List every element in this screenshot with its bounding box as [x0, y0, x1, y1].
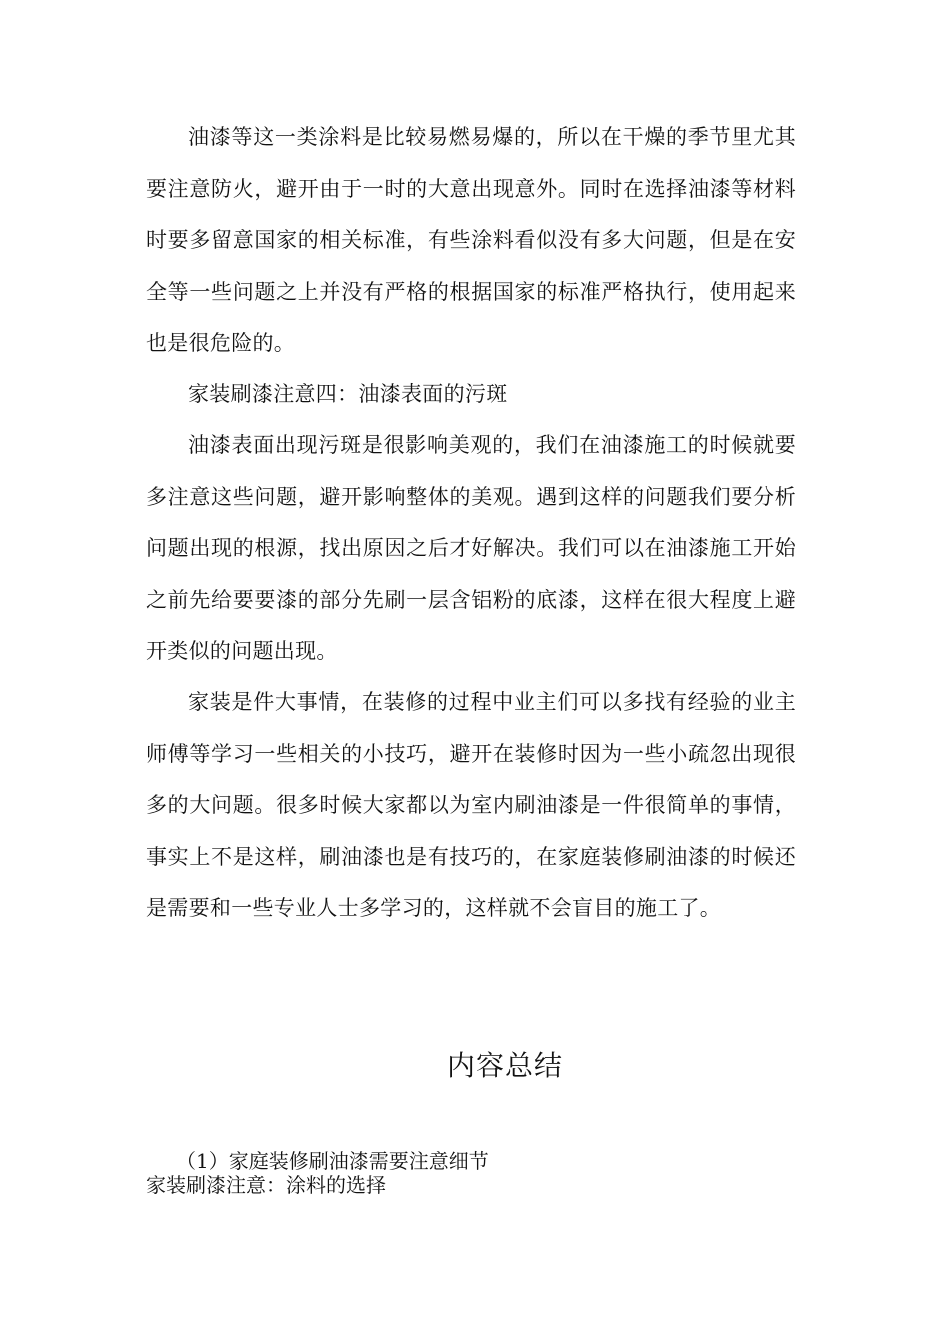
paragraph-fire-safety: 油漆等这一类涂料是比较易燃易爆的，所以在干燥的季节里尤其要注意防火，避开由于一时的大意出现意外。同时在选择油漆等材料时要多留意国家的相关标准，有些涂料看似没有多大问题，但是在安全等一些问题之上并没有严格的根据国家的标准严格执行，使用起来也是很危险的。 — [146, 125, 796, 356]
summary-item: 家装刷漆注意：涂料的选择 — [146, 1173, 386, 1197]
paragraph-renovation-advice: 家装是件大事情，在装修的过程中业主们可以多找有经验的业主师傅等学习一些相关的小技巧，避开在装修时因为一些小疏忽出现很多的大问题。很多时候大家都以为室内刷油漆是一件很简单的事情，事实上不是这样，刷油漆也是有技巧的，在家庭装修刷油漆的时候还是需要和一些专业人士多学习的，这样就不会盲目的施工了。 — [146, 690, 796, 921]
summary-item: （1）家庭装修刷油漆需要注意细节 — [176, 1149, 489, 1173]
summary-title: 内容总结 — [446, 1049, 563, 1082]
section-heading-stains: 家装刷漆注意四：油漆表面的污斑 — [188, 382, 508, 406]
paragraph-surface-stains: 油漆表面出现污斑是很影响美观的，我们在油漆施工的时候就要多注意这些问题，避开影响整体的美观。遇到这样的问题我们要分析问题出现的根源，找出原因之后才好解决。我们可以在油漆施工开始之前先给要要漆的部分先刷一层含铝粉的底漆，这样在很大程度上避开类似的问题出现。 — [146, 433, 796, 664]
